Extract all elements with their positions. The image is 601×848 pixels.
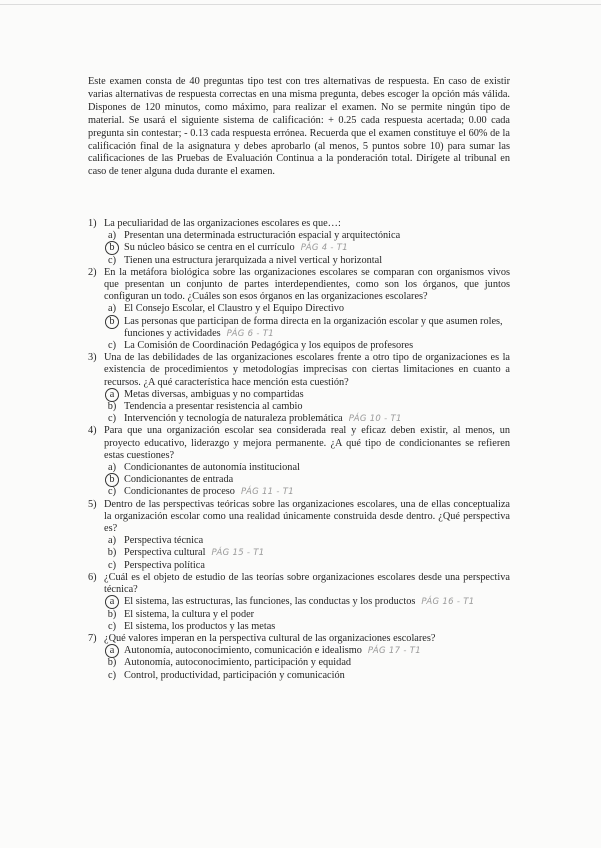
question-2 (88, 267, 510, 304)
option-6c (104, 621, 510, 633)
option-letter: c) (108, 340, 116, 352)
option-6b (104, 609, 510, 621)
option-5a (104, 535, 510, 547)
handwritten-note: PÁG 11 - T1 (240, 487, 294, 498)
option-1b (104, 242, 510, 254)
option-text: Las personas que participan de forma directa en la organización escolar y que asumen roles, funciones y actividades (124, 315, 503, 339)
option-2a (104, 303, 510, 315)
option-text: El Consejo Escolar, el Claustro y el Equipo Directivo (124, 303, 345, 315)
option-text: Perspectiva técnica (124, 535, 204, 547)
option-letter: c) (108, 486, 116, 498)
option-6a (104, 596, 510, 608)
option-text: Condicionantes de proceso (124, 486, 235, 498)
option-letter: b) (107, 401, 117, 413)
option-7c (104, 670, 510, 682)
question-number: 3) (88, 352, 97, 364)
option-letter: c) (108, 669, 116, 681)
option-letter: c) (108, 413, 116, 425)
question-number: 1) (88, 218, 97, 229)
question-6 (88, 572, 510, 596)
option-letter: a) (108, 303, 116, 315)
option-text: Condicionantes de entrada (124, 474, 234, 486)
option-text: Intervención y tecnología de naturaleza problemática (124, 413, 343, 425)
question-text: Una de las debilidades de las organizaciones escolares frente a otro tipo de organizaciones es la existencia de procedimientos y metodologías imprecisas con ciertas limitaciones en cuanto a recursos. ¿A qué característica hace mención esta cuestión? (104, 352, 510, 388)
option-letter: b (104, 316, 120, 328)
option-text: Tendencia a presentar resistencia al cambio (124, 401, 303, 413)
option-4c (104, 486, 510, 498)
option-7b (104, 657, 510, 669)
option-letter: b) (107, 608, 117, 620)
question-text: En la metáfora biológica sobre las organizaciones escolares se comparan con organismos vivos que presentan un conjunto de partes interdependientes, como son los órganos, que juntos configuran un todo. ¿Cuáles son esos órganos en las organizaciones escolares? (104, 266, 510, 303)
option-letter: a) (108, 535, 116, 547)
option-letter: b) (107, 657, 117, 669)
option-text: Control, productividad, participación y comunicación (124, 669, 345, 681)
option-1c (104, 255, 510, 267)
question-number: 6) (88, 571, 97, 583)
option-letter: a (104, 645, 120, 657)
question-text: Dentro de las perspectivas teóricas sobre las organizaciones escolares, una de ellas conceptualiza la organización escolar como una realidad únicamente construida desde dentro. ¿Qué perspectiva es? (104, 498, 510, 535)
option-letter: b (104, 474, 120, 486)
question-1 (88, 218, 510, 230)
question-number: 2) (88, 266, 97, 278)
handwritten-note: PÁG 4 - T1 (300, 243, 348, 254)
option-letter: a) (108, 230, 116, 242)
option-3a (104, 389, 510, 401)
option-text: Autonomía, autoconocimiento, comunicación e idealismo (124, 645, 362, 657)
option-4a (104, 462, 510, 474)
handwritten-note: PÁG 16 - T1 (421, 597, 475, 608)
option-letter: c) (108, 620, 116, 632)
handwritten-note: PÁG 17 - T1 (367, 646, 421, 657)
option-letter: a) (108, 462, 116, 474)
option-text: Tienen una estructura jerarquizada a nivel vertical y horizontal (124, 254, 383, 266)
option-2b (104, 316, 510, 340)
instructions-text: Este examen consta de 40 preguntas tipo test con tres alternativas de respuesta. En caso de existir varias alternativas de respuesta correctas en una misma pregunta, debes escoger la opción más válida. Dispones de 120 minutos, como máximo, para realizar el examen. No se permite ningún tipo de material. Se usará el siguiente sistema de calificación: + 0.25 cada respuesta acertada; 0.00 cada pregunta sin contestar; - 0.13 cada respuesta errónea. Recuerda que el examen constituye el 60% de la calificación final de la asignatura y debes aprobarlo (al menos, 5 puntos sobre 10) para sumar las calificaciones de las Pruebas de Evaluación Continua a la ponderación total. Dirígete al tribunal en caso de tener alguna duda durante el examen. (88, 76, 510, 178)
option-text: Presentan una determinada estructuración espacial y arquitectónica (124, 230, 401, 242)
option-letter: c) (108, 254, 116, 266)
option-text: Su núcleo básico se centra en el currículo (124, 242, 295, 254)
question-number: 5) (88, 498, 97, 510)
option-5c (104, 560, 510, 572)
question-3 (88, 352, 510, 389)
question-text: La peculiaridad de las organizaciones escolares es que…: (104, 218, 341, 229)
question-text: ¿Qué valores imperan en la perspectiva cultural de las organizaciones escolares? (104, 632, 436, 644)
option-letter: b) (107, 547, 117, 559)
option-text: Autonomía, autoconocimiento, participación y equidad (124, 657, 352, 669)
question-7 (88, 633, 510, 645)
question-number: 7) (88, 632, 97, 644)
question-number: 4) (88, 425, 97, 437)
option-7a (104, 645, 510, 657)
option-text: Metas diversas, ambiguas y no compartidas (124, 388, 304, 400)
question-list (88, 218, 510, 682)
handwritten-note: PÁG 15 - T1 (211, 548, 265, 559)
option-text: El sistema, la cultura y el poder (124, 608, 255, 620)
question-text: ¿Cuál es el objeto de estudio de las teorías sobre organizaciones escolares desde una perspectiva técnica? (104, 571, 510, 596)
page-top-edge (0, 4, 601, 5)
option-1a (104, 230, 510, 242)
option-letter: a (104, 389, 120, 401)
option-3c (104, 413, 510, 425)
question-5 (88, 499, 510, 536)
option-4b (104, 474, 510, 486)
option-text: Perspectiva cultural (124, 547, 206, 559)
option-text: Perspectiva política (124, 559, 205, 571)
instructions-paragraph (88, 76, 510, 179)
option-3b (104, 401, 510, 413)
question-4 (88, 425, 510, 462)
option-text: Condicionantes de autonomía institucional (124, 462, 300, 474)
option-text: El sistema, las estructuras, las funciones, las conductas y los productos (124, 596, 416, 608)
option-text: El sistema, los productos y las metas (124, 620, 276, 632)
option-2c (104, 340, 510, 352)
handwritten-note: PÁG 6 - T1 (226, 328, 274, 339)
handwritten-note: PÁG 10 - T1 (348, 414, 402, 425)
option-letter: a (104, 596, 120, 608)
option-5b (104, 547, 510, 559)
option-letter: b (104, 242, 120, 254)
question-text: Para que una organización escolar sea considerada real y eficaz deben existir, al menos, un proyecto educativo, liderazgo y mejora permanente. ¿A qué tipo de condicionantes se refieren estas cuestiones? (104, 425, 510, 461)
option-text: La Comisión de Coordinación Pedagógica y los equipos de profesores (124, 340, 414, 352)
option-letter: c) (108, 559, 116, 571)
